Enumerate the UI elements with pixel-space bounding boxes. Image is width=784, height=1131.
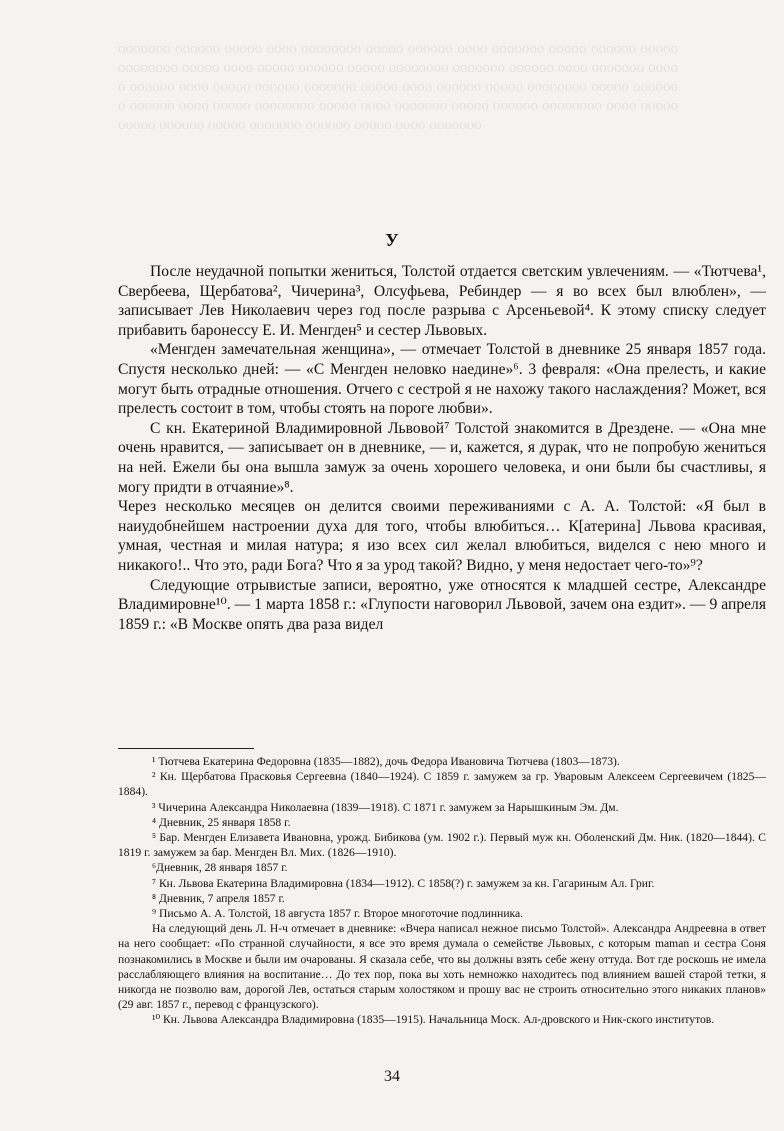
paragraph: Следующие отрывистые записи, вероятно, уже относятся к младшей сестре, Александре Владимировне¹⁰. — 1 марта 1858 г.: «Глупости наговорил Львовой, зачем она ездит». — 9 апреля 1859 г.: «В Москве опять два раза видел [118, 576, 766, 633]
paragraph: С кн. Екатериной Владимировной Львовой⁷ Толстой знакомится в Дрездене. — «Она мне очень нравится, — записывает он в дневнике, — и, кажется, я дурак, что не попробую жениться на ней. Ежели бы она вышла замуж за очень хорошего человека, и они были бы счастливы, я могу придти в отчаяние»⁸. [118, 419, 766, 496]
footnote: ⁸ Дневник, 7 апреля 1857 г. [152, 891, 285, 905]
bleed-through-text: ооооооо оооооо ооооо оооо оооооооо ооооо оооооо оооо ооооооо ооооо оооооо ооооо оооооооо ооооо оооо ооооо оооооо ооооо оооооооо ооооооо оооооо оооо ооооооо ооооо оооооо оооо ооооо оооооо ооооооо ооооо оооо оооооо ооооо оооооооо ооооо ооооооо оооооо оооо ооооо оооооооо ооооо оооо ооооооо ооооо оооооо оооооооо оооо ооооо ооооо оооооо ооооо ооооооо оооооо ооооо оооо ооооооо [118, 41, 678, 133]
footnote: ² Кн. Щербатова Прасковья Сергеевна (1840—1924). С 1859 г. замужем за гр. Уваровым Алексеем Сергеевичем (1825—1884). [118, 770, 766, 799]
footnotes [118, 754, 766, 1028]
footnote: ¹ Тютчева Екатерина Федоровна (1835—1882), дочь Федора Ивановича Тютчева (1803—1873). [152, 755, 620, 768]
footnote: ³ Чичерина Александра Николаевна (1839—1918). С 1871 г. замужем за Нарышкиным Эм. Дм. [152, 800, 619, 814]
paragraph: Через несколько месяцев он делится своими переживаниями с А. А. Толстой: «Я был в наиудобнейшем настроении духа для того, чтобы влюбиться… К[атерина] Львова красивая, умная, честная и милая натура; я изо всех сил желал влюбиться, виделся с нею много и никакого!.. Что это, ради Бога? Что я за урод такой? Видно, у меня недостает чего-то»⁹? [118, 498, 766, 574]
footnote: На следующий день Л. Н-ч отмечает в дневнике: «Вчера написал нежное письмо Толстой». Александра Андреевна в ответ на него сообщает: «По странной случайности, я все это время думала о семействе Львовых, с которым maman и сестра Соня познакомились в Москве и были им очарованы. Я сказала себе, что вы должны взять себе жену оттуда. Вот где роскошь не имела расслабляющего влияния на воспитание… До тех пор, пока вы хоть немножко находитесь под влиянием вашей старой тетки, я никогда не позволю вам, дорогой Лев, остаться старым холостяком и прошу вас не строить относительно этого никаких планов» (29 авг. 1857 г., перевод с французского). [118, 922, 766, 1012]
paragraph: После неудачной попытки жениться, Толстой отдается светским увлечениям. — «Тютчева¹, Свербеева, Щербатова², Чичерина³, Олсуфьева, Ребиндер — я во всех был влюблен», — записывает Лев Николаевич через год после разрыва с Арсеньевой⁴. К этому списку следует прибавить баронессу Е. И. Менгден⁵ и сестер Львовых. [118, 263, 766, 339]
footnote: ¹⁰ Кн. Львова Александра Владимировна (1835—1915). Начальница Моск. Ал-дровского и Ник-ского институтов. [152, 1013, 715, 1027]
footnote: ⁹ Письмо А. А. Толстой, 18 августа 1857 г. Второе многоточие подлинника. [152, 907, 524, 921]
footnote: ⁶Дневник, 28 января 1857 г. [152, 861, 288, 875]
page-number: 34 [384, 1068, 400, 1085]
footnote-divider [118, 748, 254, 749]
main-text [118, 262, 766, 634]
footnote: ⁴ Дневник, 25 января 1858 г. [152, 815, 291, 829]
section-heading: У [385, 230, 399, 250]
paragraph: «Менгден замечательная женщина», — отмечает Толстой в дневнике 25 января 1857 года. Спустя несколько дней: — «С Менгден неловко наедине»⁶. 3 февраля: «Она прелесть, и какие могут быть отрадные отношения. Отчего с сестрой я не нахожу такого наслаждения? Может, вся прелесть состоит в том, чтобы стоять на пороге любви». [118, 341, 766, 418]
footnote: ⁵ Бар. Менгден Елизавета Ивановна, урожд. Бибикова (ум. 1902 г.). Первый муж кн. Оболенский Дм. Ник. (1820—1844). С 1819 г. замужем за бар. Менгден Вл. Мих. (1826—1910). [118, 831, 766, 860]
footnote: ⁷ Кн. Львова Екатерина Владимировна (1834—1912). С 1858(?) г. замужем за кн. Гагариным Ал. Григ. [152, 876, 655, 890]
